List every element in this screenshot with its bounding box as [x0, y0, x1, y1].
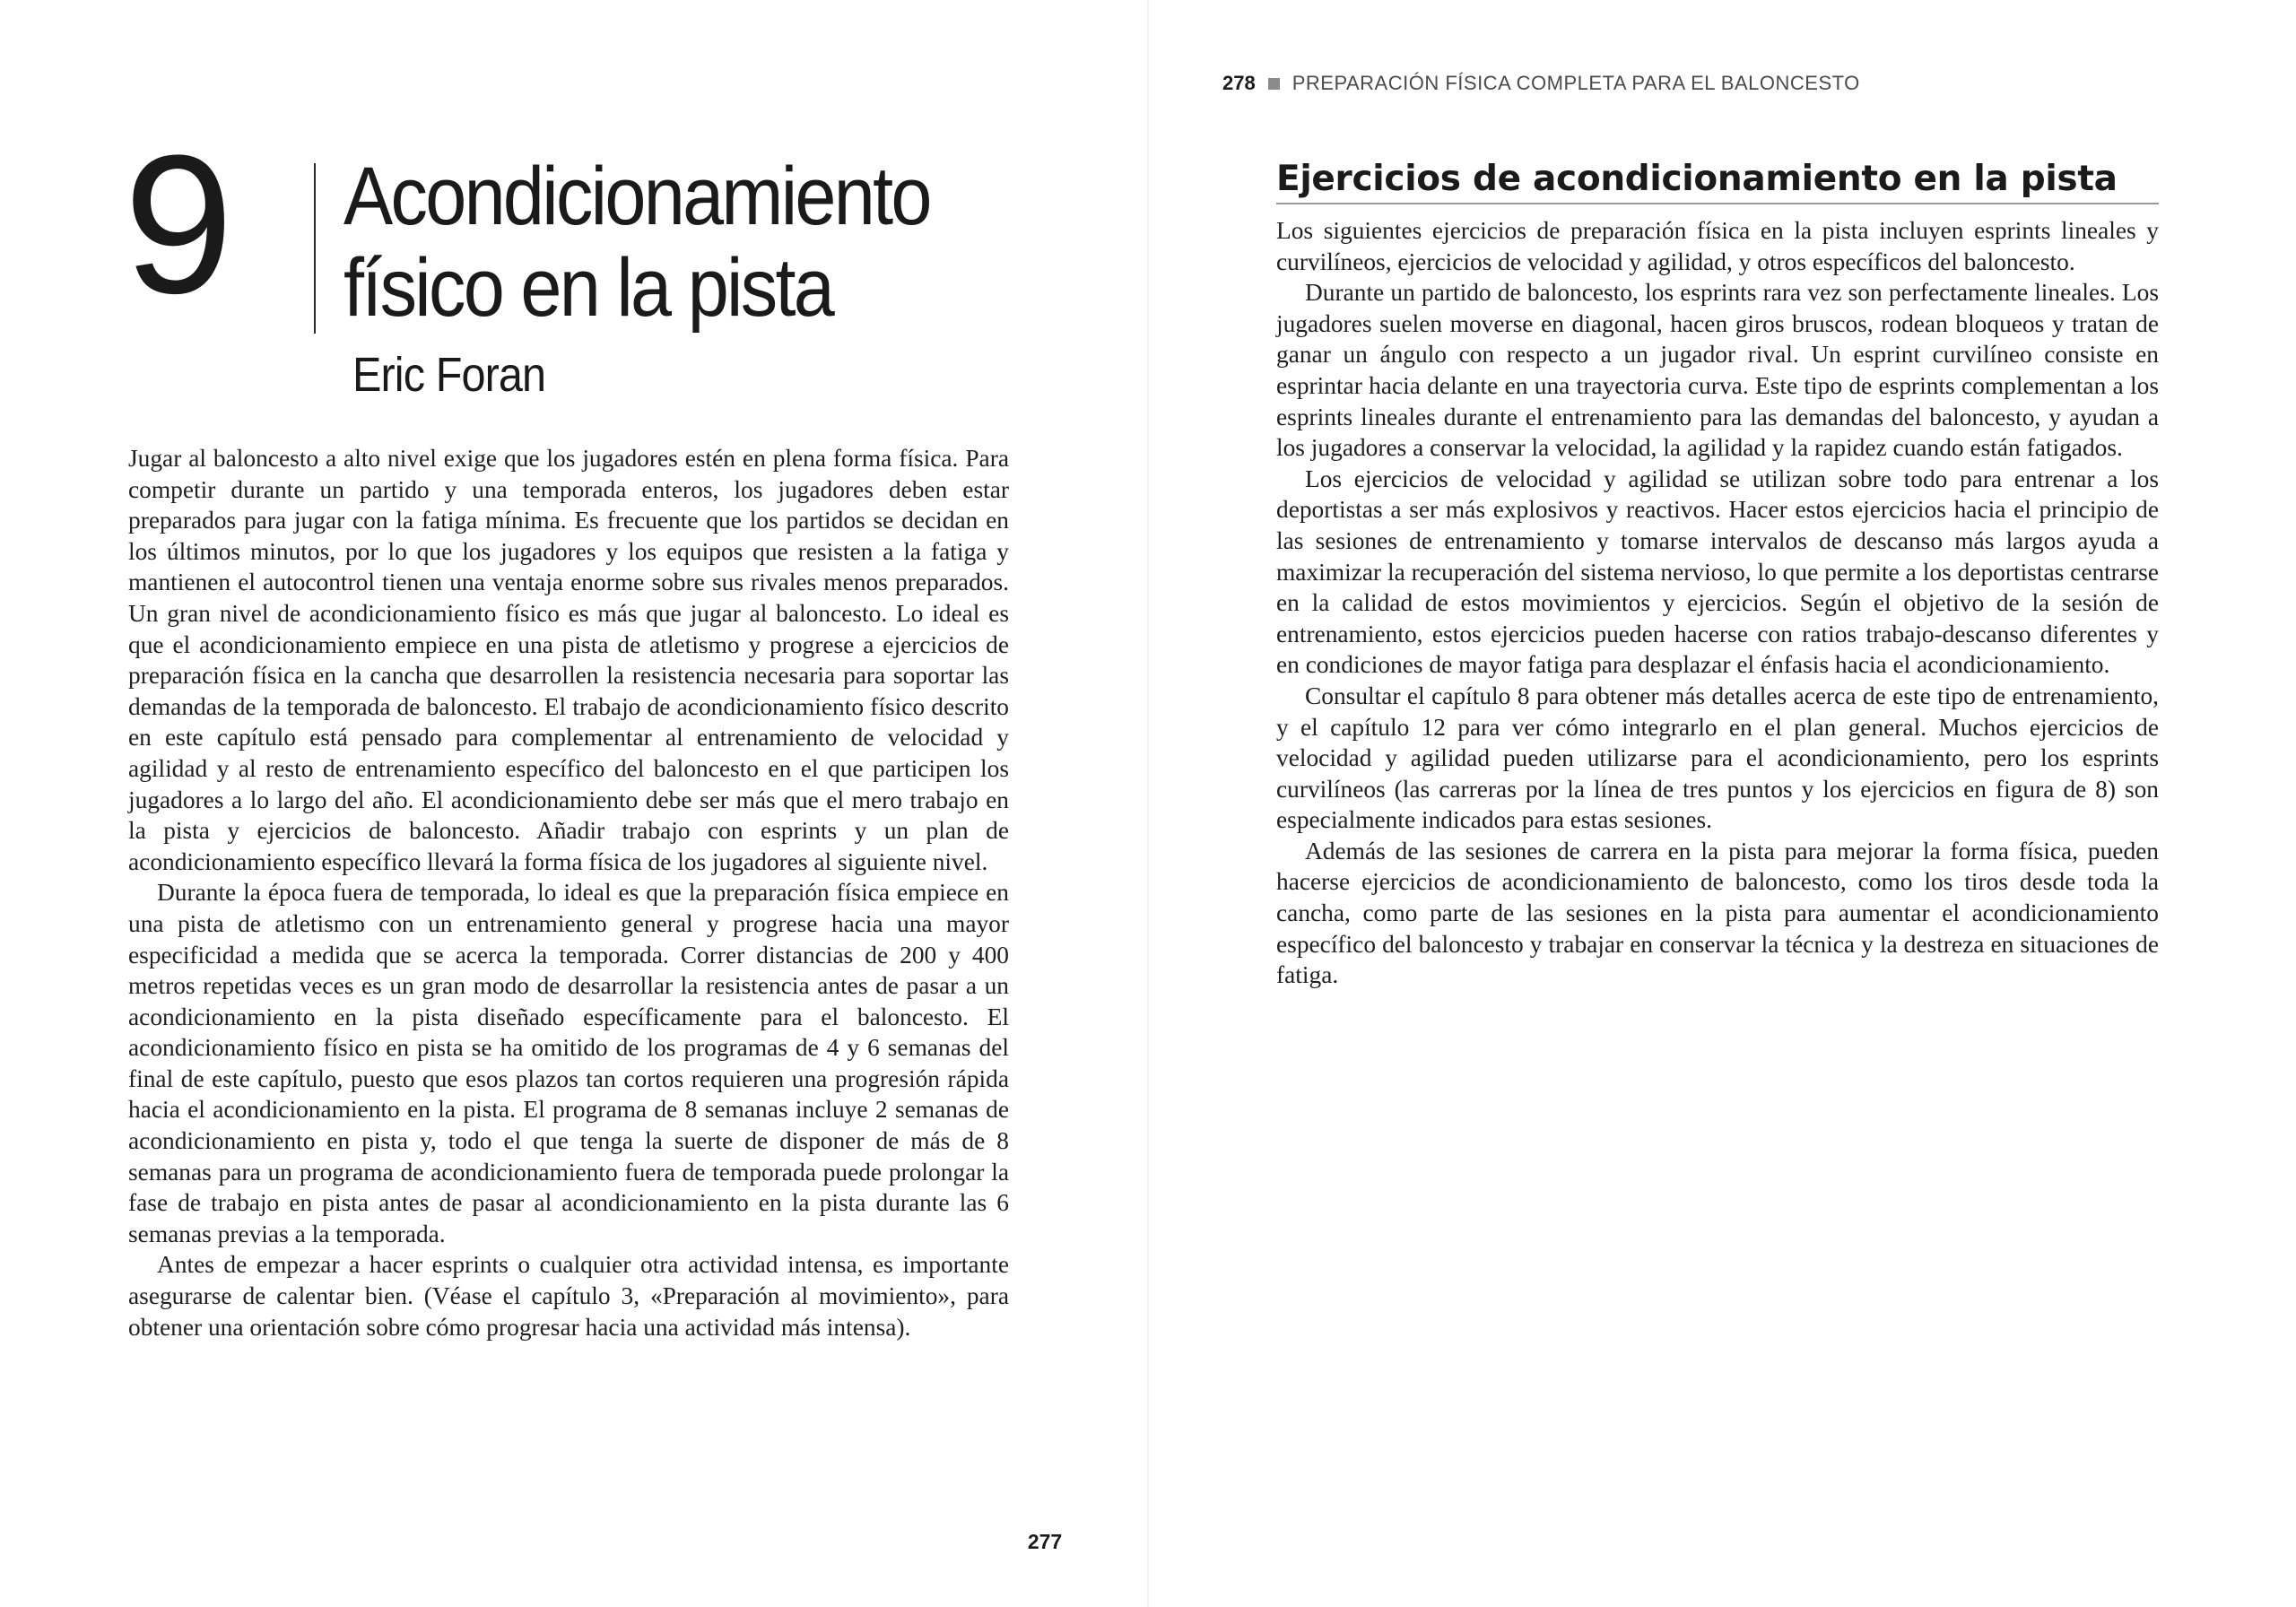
chapter-title [344, 151, 1038, 334]
chapter-author: Eric Foran [352, 348, 546, 402]
right-paragraph-4: Consultar el capítulo 8 para obtener más detalles acerca de este tipo de entrenamiento, y el capítulo 12 para ver cómo integrarlo en el plan general. Muchos ejercicios de velocidad y agilidad pueden utilizarse para el acondicionamiento, pero los esprints curvilíneos (las carreras por la línea de tres puntos y los ejercicios en figura de 8) son especialmente indicados para estas sesiones. [1276, 682, 2159, 834]
right-paragraph-2: Durante un partido de baloncesto, los esprints rara vez son perfectamente lineales. Los jugadores suelen moverse en diagonal, hacen giros bruscos, rodean bloqueos y tratan de ganar un ángulo con respecto a un jugador rival. Un esprint curvilíneo consiste en esprintar hacia delante en una trayectoria curva. Este tipo de esprints complementan a los esprints lineales durante el entrenamiento para las demandas del baloncesto, y ayudan a los jugadores a conservar la velocidad, la agilidad y la rapidez cuando están fatigados. [1276, 279, 2159, 462]
running-header-title: PREPARACIÓN FÍSICA COMPLETA PARA EL BALONCESTO [1292, 72, 1860, 94]
running-header [1222, 70, 1860, 97]
right-paragraph-5: Además de las sesiones de carrera en la pista para mejorar la forma física, pueden hacerse ejercicios de acondicionamiento de baloncesto, como los tiros desde toda la cancha, como parte de las sesiones en la pista para aumentar el acondicionamiento específico del baloncesto y trabajar en conservar la técnica y la destreza en situaciones de fatiga. [1276, 837, 2159, 989]
chapter-title-rule [314, 163, 316, 334]
chapter-title-line-1: Acondicionamiento [344, 151, 930, 242]
left-paragraph-3: Antes de empezar a hacer esprints o cualquier otra actividad intensa, es importante asegurarse de calentar bien. (Véase el capítulo 3, «Preparación al movimiento», para obtener una orientación sobre cómo progresar hacia una actividad más intensa). [128, 1251, 1009, 1341]
section-heading-rule [1276, 203, 2159, 204]
left-paragraph-2: Durante la época fuera de temporada, lo ideal es que la preparación física empiece en una pista de atletismo con un entrenamiento general y progrese hacia una mayor especificidad a medida que se acerca la temporada. Correr distancias de 200 y 400 metros repetidas veces es un gran modo de desarrollar la resistencia antes de pasar a un acondicionamiento en la pista diseñado específicamente para el baloncesto. El acondicionamiento físico en pista se ha omitido de los programas de 4 y 6 semanas del final de este capítulo, puesto que esos plazos tan cortos requieren una progresión rápida hacia el acondicionamiento en la pista. El programa de 8 semanas incluye 2 semanas de acondicionamiento en pista y, todo el que tenga la suerte de disponer de más de 8 semanas para un programa de acondicionamiento fuera de temporada puede prolongar la fase de trabajo en pista antes de pasar al acondicionamiento en la pista durante las 6 semanas previas a la temporada. [128, 879, 1009, 1247]
right-paragraph-1: Los siguientes ejercicios de preparación física en la pista incluyen esprints lineales y curvilíneos, ejercicios de velocidad y agilidad, y otros específicos del baloncesto. [1276, 217, 2159, 275]
section-heading: Ejercicios de acondicionamiento en la pista [1276, 159, 2118, 199]
running-header-page-number: 278 [1222, 72, 1256, 94]
page-number-left: 277 [1027, 1530, 1063, 1553]
left-body-text [128, 443, 1009, 1342]
square-bullet-icon [1268, 78, 1280, 90]
chapter-number: 9 [124, 114, 229, 334]
left-paragraph-1: Jugar al baloncesto a alto nivel exige que los jugadores estén en plena forma física. Para competir durante un partido y una temporada enteros, los jugadores deben estar preparados para jugar con la fatiga mínima. Es frecuente que los partidos se decidan en los últimos minutos, por lo que los jugadores y los equipos que resisten a la fatiga y mantienen el autocontrol tienen una ventaja enorme sobre sus rivales menos preparados. Un gran nivel de acondicionamiento físico es más que jugar al baloncesto. Lo ideal es que el acondicionamiento empiece en una pista de atletismo y progrese a ejercicios de preparación física en la cancha que desarrollen la resistencia necesaria para soportar las demandas de la temporada de baloncesto. El trabajo de acondicionamiento físico descrito en este capítulo está pensado para complementar al entrenamiento de velocidad y agilidad y al resto de entrenamiento específico del baloncesto en el que participen los jugadores a lo largo del año. El acondicionamiento debe ser más que el mero trabajo en la pista y ejercicios de baloncesto. Añadir trabajo con esprints y un plan de acondicionamiento específico llevará la forma física de los jugadores al siguiente nivel. [128, 445, 1009, 875]
chapter-title-line-2: físico en la pista [344, 242, 833, 334]
right-body-text [1276, 215, 2159, 991]
right-paragraph-3: Los ejercicios de velocidad y agilidad se utilizan sobre todo para entrenar a los deportistas a ser más explosivos y reactivos. Hacer estos ejercicios hacia el principio de las sesiones de entrenamiento y tomarse intervalos de descanso más largos ayuda a maximizar la recuperación del sistema nervioso, lo que permite a los deportistas centrarse en la calidad de estos movimientos y ejercicios. Según el objetivo de la sesión de entrenamiento, estos ejercicios pueden hacerse con ratios trabajo-descanso diferentes y en condiciones de mayor fatiga para desplazar el énfasis hacia el acondicionamiento. [1276, 465, 2159, 679]
